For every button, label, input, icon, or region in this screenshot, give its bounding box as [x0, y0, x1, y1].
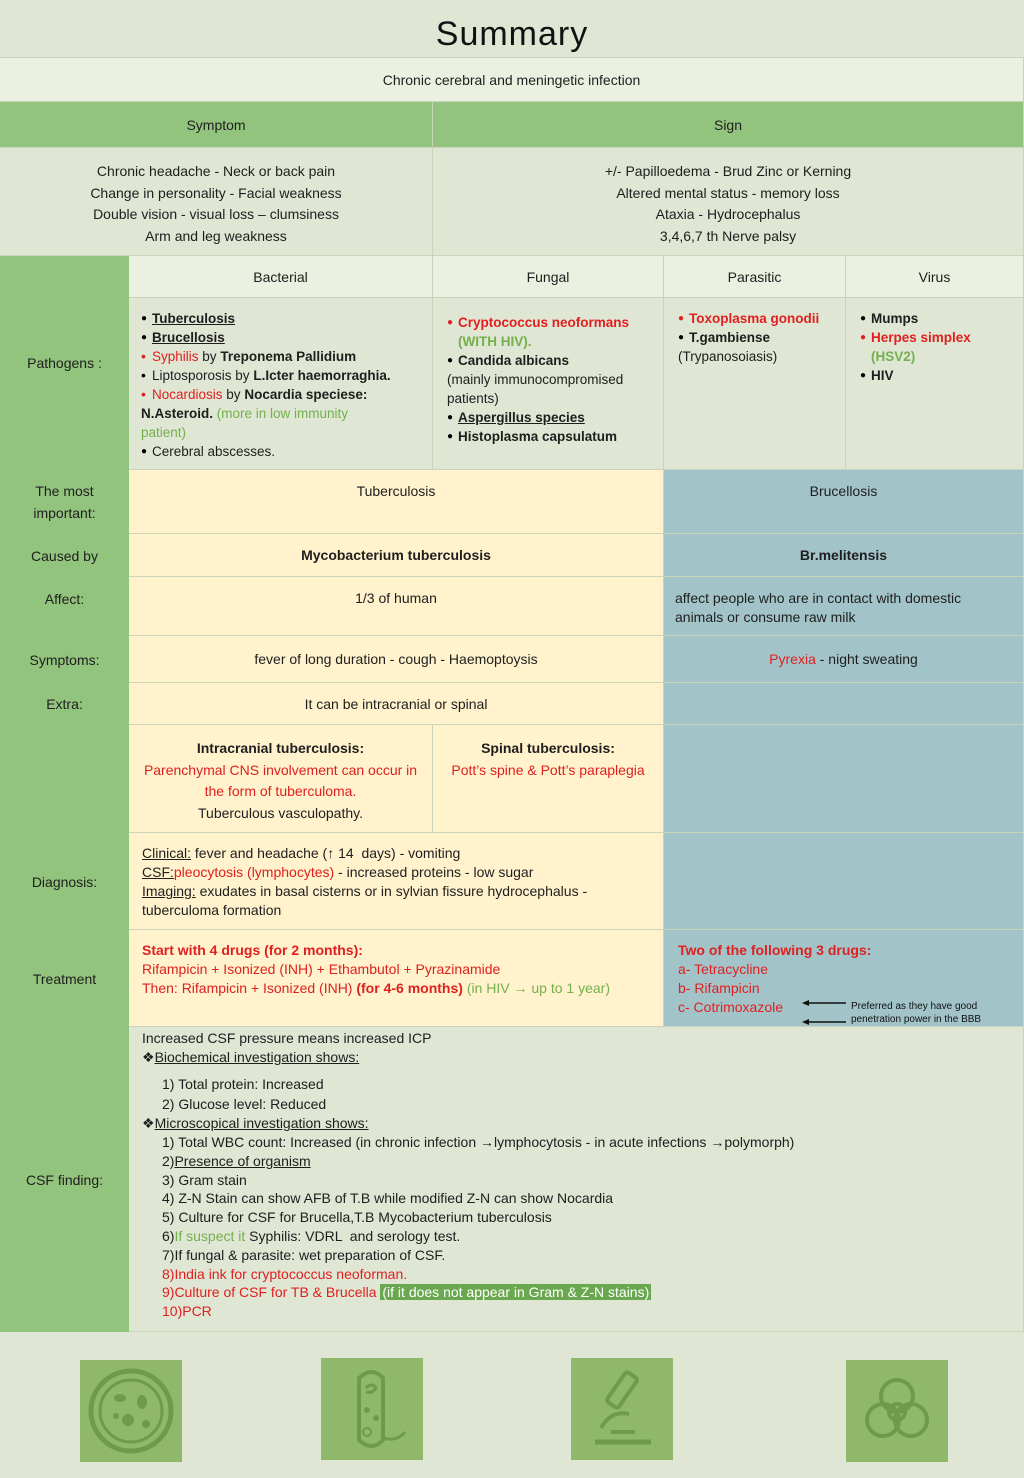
most-important-label: The most important:	[33, 483, 96, 521]
pathogens-label: Pathogens :	[27, 355, 102, 371]
sign-item: 3,4,6,7 th Nerve palsy	[659, 227, 797, 244]
spinal-cell	[433, 725, 664, 833]
pathogen-cryptococcus: Cryptococcus neoformans	[458, 315, 630, 330]
cell-icon	[80, 1360, 182, 1462]
csf-line-0: Increased CSF pressure means increased ICP	[142, 1030, 432, 1046]
caused-brucellosis: Br.melitensis	[664, 534, 1024, 577]
csf-micro-title: Microscopical investigation shows:	[154, 1115, 369, 1132]
pathogen-brucellosis: Brucellosis	[152, 330, 225, 345]
col-parasitic: Parasitic	[664, 256, 846, 298]
pathogen-lepto: Liptosporosis by	[152, 368, 250, 383]
symptom-header: Symptom	[0, 102, 433, 148]
pathogen-asteroid: N.Asteroid.	[141, 406, 214, 421]
csf-m6a: 6)	[162, 1227, 175, 1244]
diagnosis-label: Diagnosis:	[31, 873, 98, 890]
clinical-key: Clinical:	[142, 845, 192, 861]
asteroid-note: (more in low immunity	[216, 406, 349, 421]
intracranial-cell	[129, 725, 433, 833]
csf-m6c: Syphilis: VDRL and serology test.	[245, 1227, 461, 1244]
csf-key: CSF:	[142, 864, 174, 880]
imaging-key: Imaging:	[142, 883, 196, 899]
csf-red: pleocytosis (lymphocytes)	[173, 864, 335, 880]
bacterium-icon	[321, 1358, 423, 1460]
csf-m4: 4) Z-N Stain can show AFB of T.B while modified Z-N can show Nocardia	[162, 1190, 614, 1207]
extra-tb: It can be intracranial or spinal	[129, 683, 664, 725]
treatment-bru-2: a- Tetracycline	[678, 961, 769, 977]
spinal-title: Spinal tuberculosis:	[481, 740, 615, 756]
treatment-tb-2: Rifampicin + Isonized (INH) + Ethambutol + Pyrazinamide	[142, 961, 501, 977]
arrow-left-icon	[800, 998, 850, 1028]
csf-m2b: Presence of organism	[174, 1152, 311, 1169]
fungal-cell	[433, 298, 664, 470]
subtitle: Chronic cerebral and meningetic infection	[0, 57, 1024, 102]
virus-cell	[846, 298, 1024, 470]
sign-item: Ataxia - Hydrocephalus	[655, 206, 801, 222]
pathogen-candida: Candida albicans	[458, 353, 570, 368]
treatment-bru-1: Two of the following 3 drugs:	[678, 942, 872, 958]
pathogen-herpes: Herpes simplex	[871, 330, 971, 345]
hsv2-note: (HSV2)	[871, 349, 916, 364]
pathogen-histoplasma: Histoplasma capsulatum	[458, 429, 618, 444]
treatment-tb-3b: (for 4-6 months)	[356, 980, 463, 996]
symptom-item: Double vision - visual loss – clumsiness	[93, 206, 339, 222]
bacterial-cell	[129, 298, 433, 470]
affect-tb: 1/3 of human	[129, 577, 664, 636]
csf-m3: 3) Gram stain	[162, 1171, 247, 1188]
treatment-tb-3c: (in HIV → up to 1 year)	[466, 980, 610, 996]
symptoms-label: Symptoms:	[29, 651, 100, 668]
treatment-label: Treatment	[32, 970, 97, 987]
night-sweating-text: - night sweating	[815, 651, 918, 667]
sign-header: Sign	[433, 102, 1024, 148]
symptoms-tb: fever of long duration - cough - Haemoptoysis	[129, 636, 664, 683]
csf-m6b: If suspect it	[174, 1227, 246, 1244]
treatment-note: Preferred as they have good penetration power in the BBB	[851, 1001, 982, 1025]
treatment-tb-1: Start with 4 drugs (for 2 months):	[142, 942, 363, 958]
treatment-tb-3: Then: Rifampicin + Isonized (INH)	[142, 980, 353, 996]
extra-brucellosis-empty	[664, 683, 1024, 725]
csf-cell	[129, 1027, 1024, 1332]
diamond-icon: ❖	[142, 1115, 155, 1132]
treatment-tb	[129, 930, 664, 1027]
col-bacterial: Bacterial	[129, 256, 433, 298]
csf-m1: 1) Total WBC count: Increased (in chronic infection →lymphocytosis - in acute infections →polymorph)	[162, 1133, 795, 1150]
crypto-note: (WITH HIV).	[458, 334, 532, 349]
csf-label: CSF finding:	[25, 1171, 104, 1188]
csf-m10: 10)PCR	[162, 1303, 212, 1320]
pathogen-nocardiosis: Nocardiosis	[152, 387, 223, 402]
pathogen-hiv: HIV	[871, 368, 894, 383]
csf-b2: 2) Glucose level: Reduced	[162, 1096, 327, 1113]
csf-m7: 7)If fungal & parasite: wet preparation of CSF.	[162, 1246, 446, 1263]
by-text: by	[226, 387, 241, 402]
pathogen-syphilis: Syphilis	[152, 349, 199, 364]
affect-brucellosis: affect people who are in contact with domestic animals or consume raw milk	[664, 577, 1024, 636]
asteroid-note-2: patient)	[141, 425, 187, 440]
sign-item: +/- Papilloedema - Brud Zinc or Kerning	[604, 163, 852, 179]
pathogen-treponema: Treponema Pallidium	[220, 349, 357, 364]
parasitic-cell	[664, 298, 846, 470]
col-virus: Virus	[846, 256, 1024, 298]
intracranial-title: Intracranial tuberculosis:	[196, 740, 365, 756]
diagnosis-cell	[129, 833, 664, 930]
csf-m9: 9)Culture of CSF for TB & Brucella	[162, 1284, 377, 1301]
pyrexia-text: Pyrexia	[769, 651, 816, 667]
col-fungal: Fungal	[433, 256, 664, 298]
affect-label: Affect:	[44, 590, 85, 607]
caused-label: Caused by	[31, 547, 98, 564]
symptom-item: Chronic headache - Neck or back pain	[96, 163, 336, 179]
spinal-red: Pott’s spine & Pott’s paraplegia	[451, 761, 645, 778]
trypano-note: (Trypanosoiasis)	[678, 349, 778, 364]
brucellosis-empty-2	[664, 833, 1024, 930]
pathogen-toxoplasma: Toxoplasma gonodii	[689, 311, 820, 326]
csf-m8: 8)India ink for cryptococcus neoforman.	[162, 1265, 408, 1282]
intracranial-red: Parenchymal CNS involvement can occur in the form of tuberculoma.	[143, 761, 418, 799]
sign-list	[433, 148, 1024, 256]
symptom-item: Change in personality - Facial weakness	[90, 184, 342, 201]
sign-item: Altered mental status - memory loss	[616, 184, 840, 201]
microscope-icon	[571, 1358, 673, 1460]
symptoms-brucellosis	[664, 636, 1024, 683]
pathogen-tgambiense: T.gambiense	[689, 330, 771, 345]
clinical-value: fever and headache (↑ 14 days) - vomiting	[191, 845, 461, 861]
pathogen-nocardia: Nocardia speciese:	[244, 387, 368, 402]
caused-tb: Mycobacterium tuberculosis	[129, 534, 664, 577]
candida-note: (mainly immunocompromised patients)	[447, 372, 624, 406]
csf-b1: 1) Total protein: Increased	[162, 1075, 324, 1092]
csf-value: - increased proteins - low sugar	[334, 864, 534, 880]
csf-m2a: 2)	[162, 1152, 175, 1169]
pathogen-lepto-org: L.Icter haemorraghia.	[253, 368, 391, 383]
biohazard-icon	[846, 1360, 948, 1462]
csf-m5: 5) Culture for CSF for Brucella,T.B Mycobacterium tuberculosis	[162, 1209, 552, 1226]
csf-m9-highlight: (if it does not appear in Gram & Z-N stains)	[382, 1284, 650, 1301]
csf-bio-title: Biochemical investigation shows:	[154, 1048, 360, 1065]
pathogen-tuberculosis: Tuberculosis	[152, 311, 236, 326]
treatment-bru-3: b- Rifampicin	[678, 980, 760, 996]
pathogen-abscess: Cerebral abscesses.	[152, 444, 276, 459]
pathogen-mumps: Mumps	[871, 311, 919, 326]
extra-label: Extra:	[46, 696, 83, 712]
most-tb: Tuberculosis	[129, 470, 664, 534]
page-title: Summary	[435, 15, 589, 53]
intracranial-plain: Tuberculous vasculopathy.	[198, 804, 363, 821]
symptom-list	[0, 148, 433, 256]
by-text: by	[202, 349, 217, 364]
pathogen-aspergillus: Aspergillus species	[458, 410, 585, 425]
most-brucellosis: Brucellosis	[664, 470, 1024, 534]
diamond-icon: ❖	[142, 1048, 155, 1065]
symptom-item: Arm and leg weakness	[145, 227, 287, 244]
brucellosis-empty-1	[664, 725, 1024, 833]
treatment-bru-4: c- Cotrimoxazole	[678, 999, 784, 1015]
imaging-value: exudates in basal cisterns or in sylvian fissure hydrocephalus - tuberculoma formation	[142, 883, 588, 918]
